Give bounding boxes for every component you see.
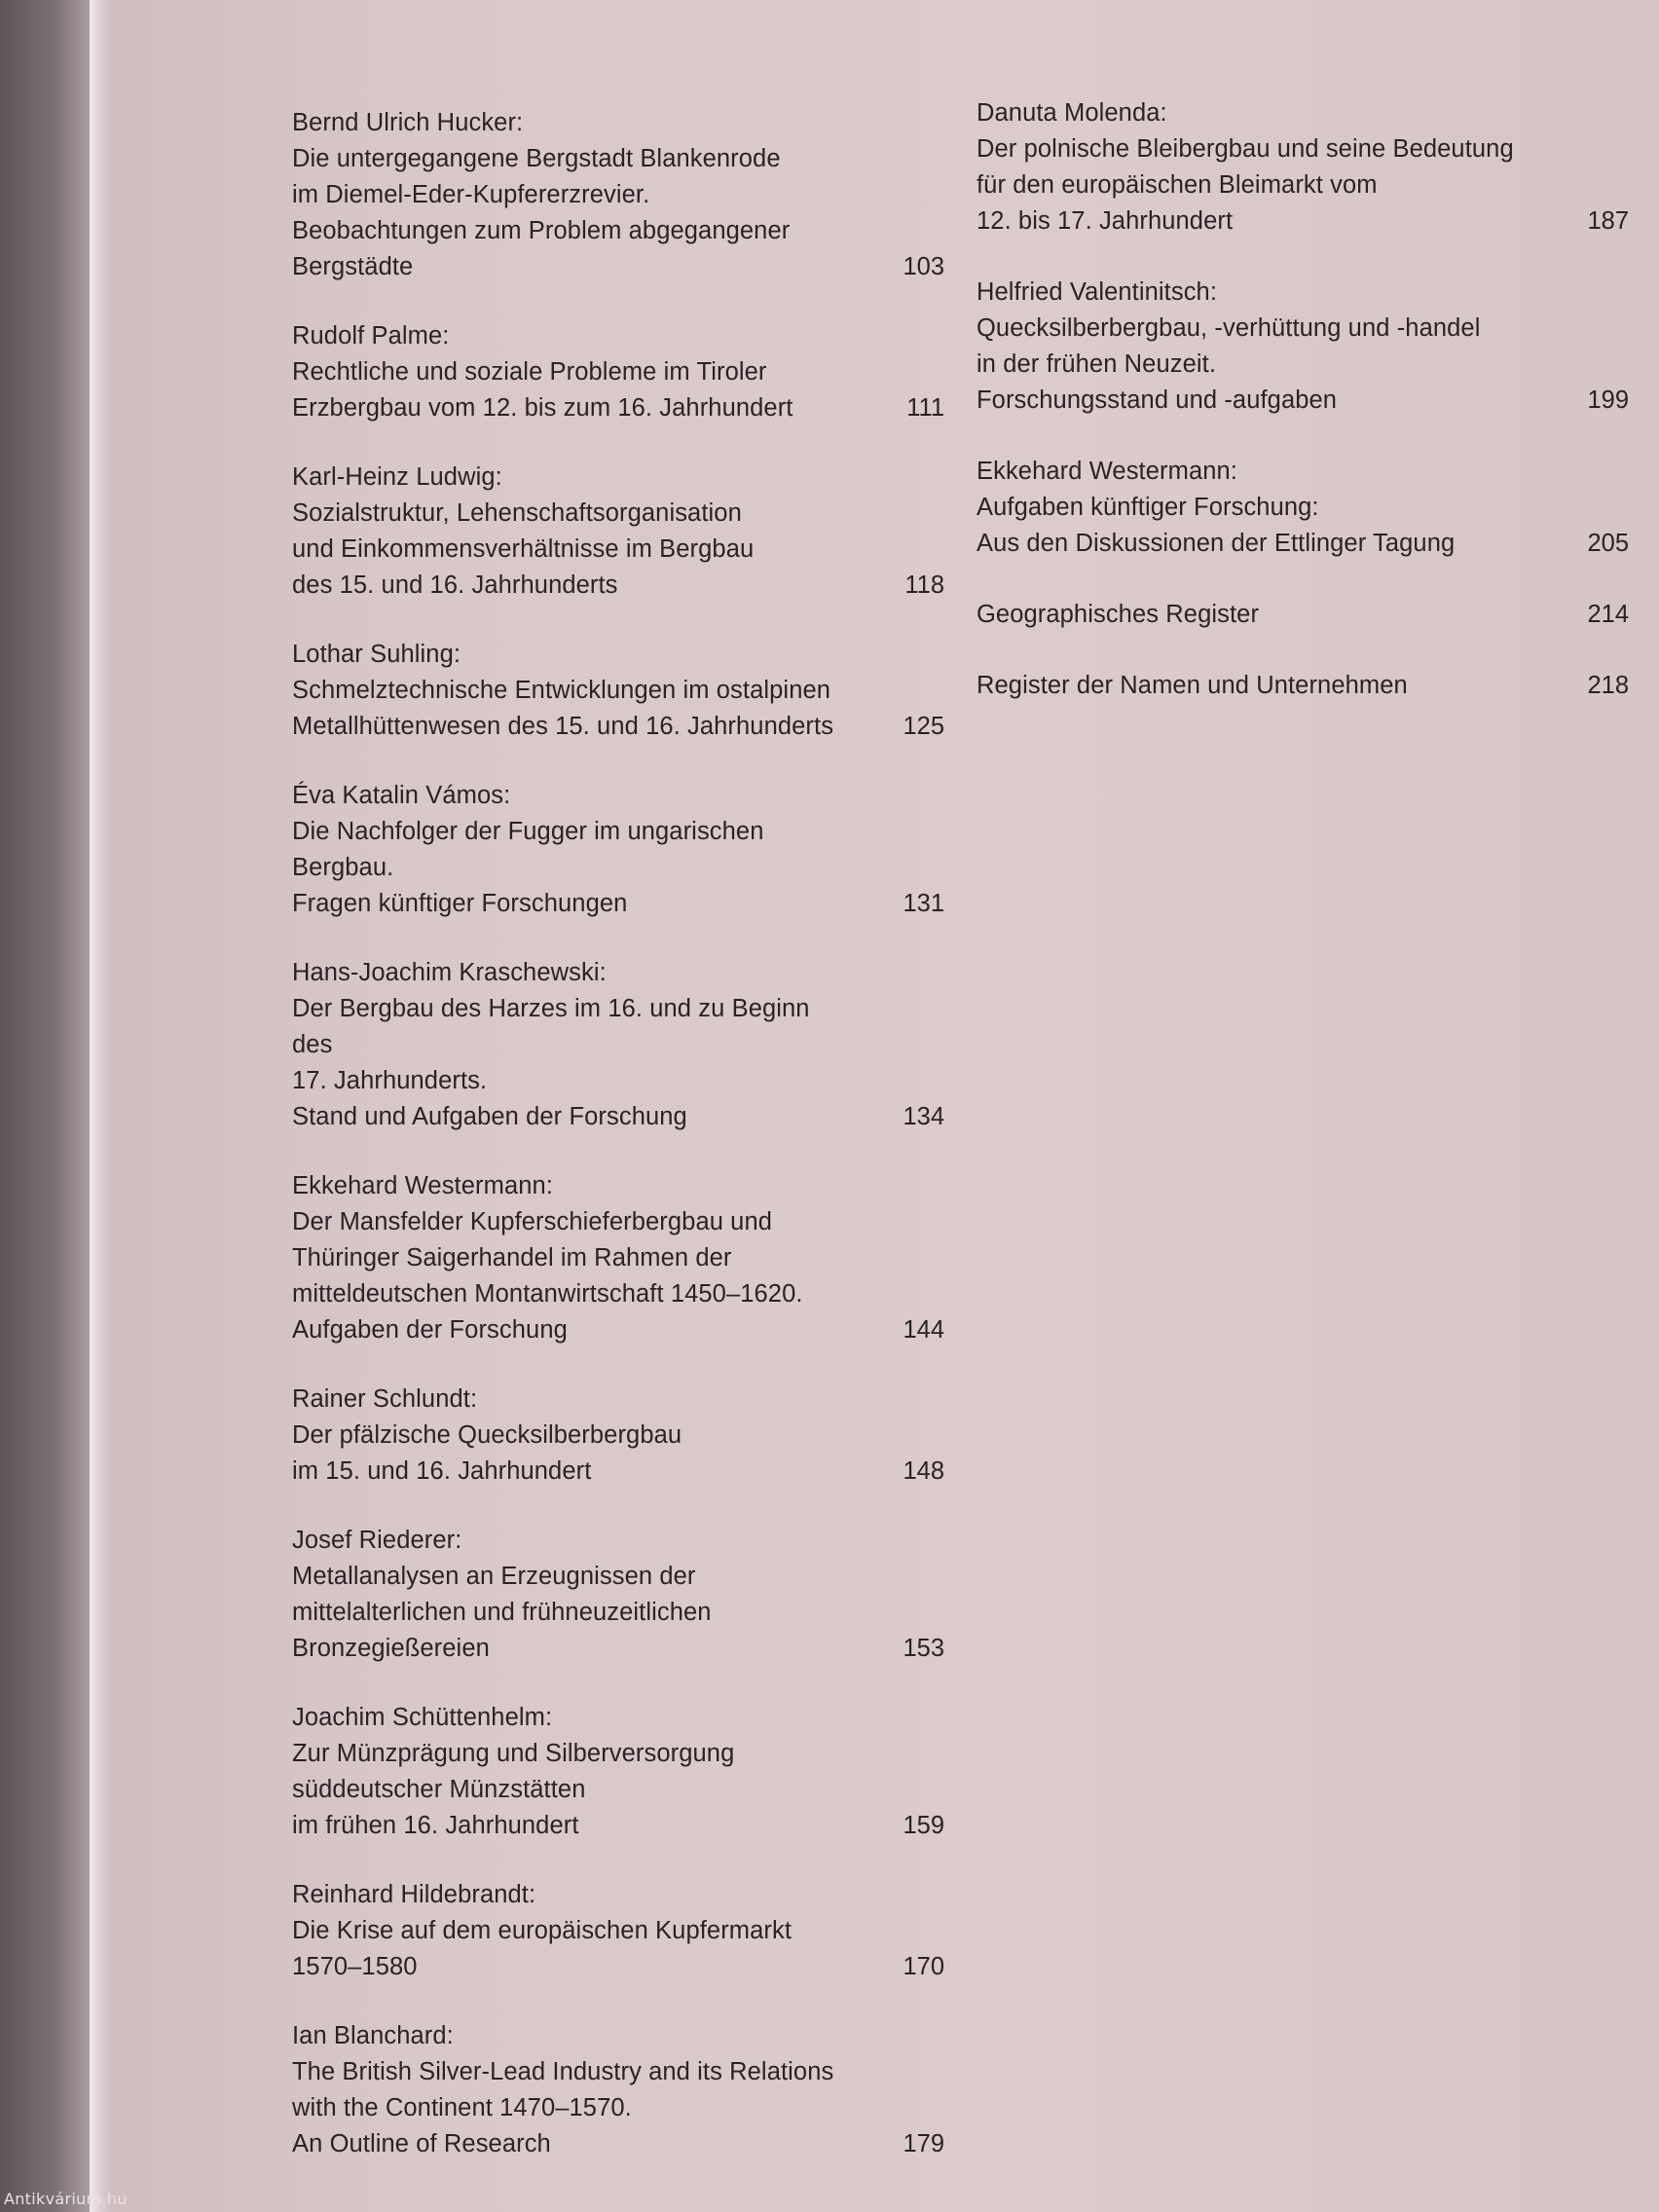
toc-entry — [292, 1877, 944, 1985]
toc-title-line: Der Bergbau des Harzes im 16. und zu Beginn des — [292, 995, 810, 1058]
toc-title-line: und Einkommensverhältnisse im Bergbau — [292, 535, 755, 563]
toc-entry — [292, 460, 944, 604]
toc-title-line: Sozialstruktur, Lehenschaftsorganisation — [292, 499, 742, 527]
toc-title-line: Die untergegangene Bergstadt Blankenrode — [292, 145, 781, 172]
watermark: Antikvárium.hu — [4, 2190, 128, 2208]
toc-right-column — [977, 95, 1629, 739]
toc-page-number: 125 — [903, 713, 944, 740]
toc-title-line: Der pfälzische Quecksilberbergbau — [292, 1421, 682, 1449]
toc-page-number: 144 — [903, 1316, 944, 1344]
toc-author: Josef Riederer: — [292, 1527, 462, 1554]
toc-entry — [977, 95, 1629, 240]
toc-author: Éva Katalin Vámos: — [292, 782, 511, 809]
toc-page-number: 218 — [1587, 672, 1629, 699]
toc-title-line: Rechtliche und soziale Probleme im Tiroler — [292, 358, 767, 386]
toc-title-line: Stand und Aufgaben der Forschung — [292, 1103, 687, 1130]
page-edge — [90, 0, 111, 2212]
toc-title-line: 17. Jahrhunderts. — [292, 1067, 488, 1094]
toc-page-number: 214 — [1587, 601, 1629, 628]
book-spine — [0, 0, 97, 2212]
toc-author: Reinhard Hildebrandt: — [292, 1881, 536, 1908]
toc-author: Rainer Schlundt: — [292, 1385, 478, 1413]
toc-title-line: 12. bis 17. Jahrhundert — [977, 207, 1234, 235]
toc-title-line: Schmelztechnische Entwicklungen im ostalpinen — [292, 677, 831, 704]
toc-entry — [292, 318, 944, 426]
toc-entry — [292, 2018, 944, 2162]
toc-entry — [292, 1168, 944, 1348]
toc-title-line: Der Mansfelder Kupferschieferbergbau und — [292, 1208, 773, 1235]
toc-page-number: 103 — [903, 253, 944, 280]
toc-title-line: Geographisches Register — [977, 601, 1260, 628]
toc-entry — [977, 454, 1629, 562]
toc-author: Helfried Valentinitsch: — [977, 278, 1218, 306]
toc-title-line: Metallhüttenwesen des 15. und 16. Jahrhunderts — [292, 713, 834, 740]
toc-title-line: Aufgaben der Forschung — [292, 1316, 568, 1344]
toc-title-line: mittelalterlichen und frühneuzeitlichen — [292, 1599, 712, 1626]
toc-title-line: Die Krise auf dem europäischen Kupfermarkt — [292, 1917, 793, 1944]
toc-entry — [977, 668, 1629, 704]
toc-entry — [292, 955, 944, 1135]
toc-title-line: des 15. und 16. Jahrhunderts — [292, 571, 618, 599]
toc-title-line: Erzbergbau vom 12. bis zum 16. Jahrhundert — [292, 394, 793, 422]
toc-title-line: 1570–1580 — [292, 1953, 418, 1980]
toc-title-line: Register der Namen und Unternehmen — [977, 672, 1408, 699]
toc-title-line: im 15. und 16. Jahrhundert — [292, 1457, 592, 1485]
toc-title-line: Aus den Diskussionen der Ettlinger Tagung — [977, 530, 1456, 557]
toc-page-number: 199 — [1587, 387, 1629, 414]
toc-page-number: 159 — [903, 1812, 944, 1839]
toc-author: Lothar Suhling: — [292, 641, 461, 668]
toc-entry — [977, 275, 1629, 419]
toc-page-number: 148 — [903, 1457, 944, 1485]
toc-entry — [977, 597, 1629, 633]
toc-author: Ekkehard Westermann: — [977, 458, 1237, 485]
toc-left-column — [292, 105, 944, 2195]
toc-title-line: The British Silver-Lead Industry and its Relations — [292, 2058, 834, 2085]
toc-entry — [292, 105, 944, 285]
toc-page-number: 187 — [1587, 207, 1629, 235]
toc-title-line: Quecksilberbergbau, -verhüttung und -handel — [977, 314, 1481, 342]
toc-author: Karl-Heinz Ludwig: — [292, 463, 502, 491]
toc-title-line: im Diemel-Eder-Kupfererzrevier. — [292, 181, 650, 208]
toc-author: Danuta Molenda: — [977, 99, 1167, 127]
toc-title-line: für den europäischen Bleimarkt vom — [977, 171, 1378, 199]
toc-author: Joachim Schüttenhelm: — [292, 1704, 553, 1731]
toc-title-line: Beobachtungen zum Problem abgegangener — [292, 217, 791, 244]
toc-entry — [292, 1382, 944, 1490]
toc-title-line: Metallanalysen an Erzeugnissen der — [292, 1563, 696, 1590]
toc-title-line: Aufgaben künftiger Forschung: — [977, 494, 1319, 521]
toc-page-number: 118 — [904, 571, 944, 599]
toc-title-line: mitteldeutschen Montanwirtschaft 1450–1620. — [292, 1280, 803, 1308]
toc-page-number: 111 — [906, 394, 944, 422]
toc-title-line: im frühen 16. Jahrhundert — [292, 1812, 579, 1839]
toc-title-line: Bergstädte — [292, 253, 414, 280]
toc-page-number: 131 — [903, 890, 944, 917]
toc-title-line: Die Nachfolger der Fugger im ungarischen — [292, 818, 764, 845]
toc-page-number: 153 — [903, 1635, 944, 1662]
toc-title-line: with the Continent 1470–1570. — [292, 2094, 632, 2121]
toc-title-line: Forschungsstand und -aufgaben — [977, 387, 1338, 414]
toc-entry — [292, 1700, 944, 1844]
toc-title-line: süddeutscher Münzstätten — [292, 1776, 586, 1803]
toc-title-line: Fragen künftiger Forschungen — [292, 890, 628, 917]
toc-page-number: 179 — [903, 2130, 944, 2157]
toc-author: Ian Blanchard: — [292, 2022, 454, 2049]
toc-page-number: 170 — [903, 1953, 944, 1980]
toc-title-line: Bergbau. — [292, 854, 394, 881]
toc-author: Hans-Joachim Kraschewski: — [292, 959, 607, 986]
toc-author: Ekkehard Westermann: — [292, 1172, 553, 1199]
toc-page-number: 134 — [903, 1103, 944, 1130]
toc-title-line: Zur Münzprägung und Silberversorgung — [292, 1740, 735, 1767]
toc-title-line: Thüringer Saigerhandel im Rahmen der — [292, 1244, 732, 1272]
toc-entry — [292, 637, 944, 745]
toc-title-line: in der frühen Neuzeit. — [977, 350, 1217, 378]
toc-author: Bernd Ulrich Hucker: — [292, 109, 524, 136]
toc-title-line: Bronzegießereien — [292, 1635, 490, 1662]
toc-title-line: Der polnische Bleibergbau und seine Bedeutung — [977, 135, 1514, 163]
toc-author: Rudolf Palme: — [292, 322, 450, 350]
toc-entry — [292, 778, 944, 922]
toc-title-line: An Outline of Research — [292, 2130, 551, 2157]
toc-entry — [292, 1523, 944, 1667]
toc-page-number: 205 — [1587, 530, 1629, 557]
